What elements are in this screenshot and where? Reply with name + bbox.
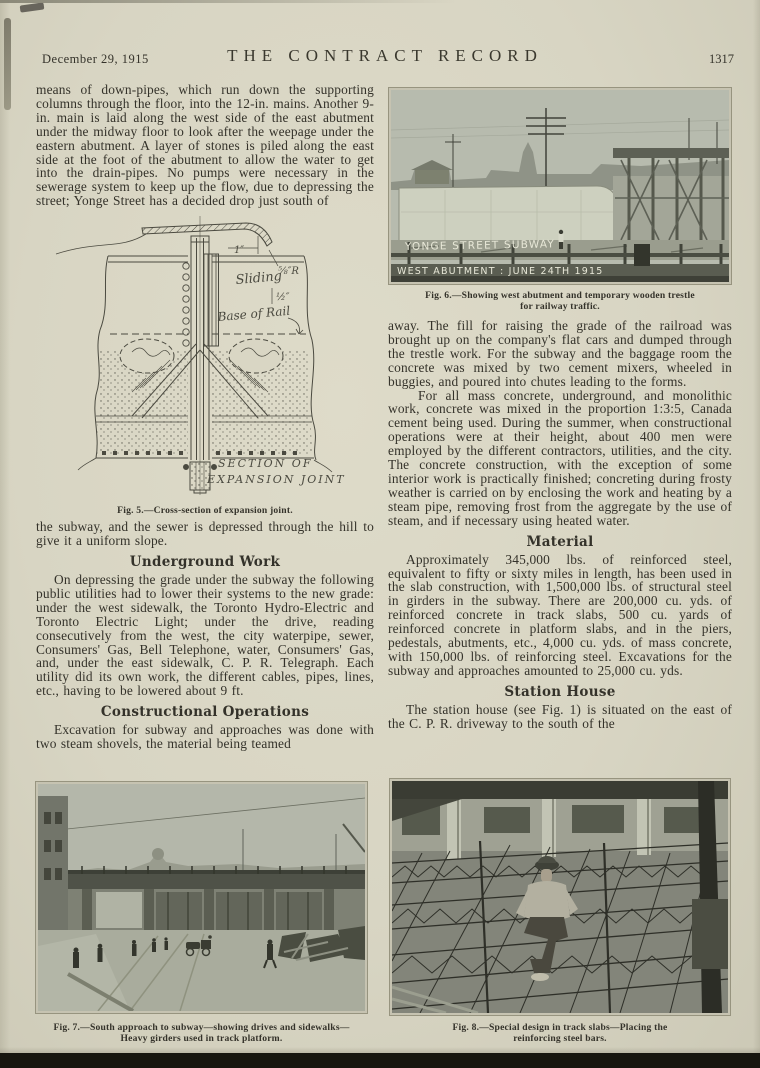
- heading-station-house: Station House: [504, 683, 616, 700]
- scan-right-edge: [753, 0, 760, 1068]
- issue-date: December 29, 1915: [42, 52, 149, 66]
- heading-material: Material: [526, 533, 594, 550]
- fig5-expansion-joint-drawing: [50, 210, 350, 495]
- fig5-label-base-of-rail: Base of Rail: [217, 303, 291, 325]
- fig5-dim-1in: 1″: [234, 245, 245, 257]
- fig6-overlay-line1: YONGE STREET SUBWAY: [404, 238, 556, 253]
- page-header: [36, 46, 734, 68]
- left-column: [36, 83, 374, 751]
- figure-7: [35, 781, 368, 1044]
- paragraph-subway-sewer: the subway, and the sewer is depressed through the hill to give it a uniform slope.: [36, 519, 374, 549]
- scan-bottom-edge: [0, 1053, 760, 1068]
- figure-6: [388, 87, 732, 285]
- fig5-label-sliding: Sliding: [235, 269, 283, 289]
- fig5-section-label-2: EXPANSION JOINT: [207, 473, 346, 487]
- right-column: [388, 87, 732, 731]
- scan-corner-mark: [20, 2, 45, 12]
- paragraph-underground-work: On depressing the grade under the subway the following public utilities had to lower their systems to the new grade: under the west sidewalk, the Toronto Hydro-Electric and Toronto Electric Light; under the drive, reading consecutively from the west, the city waterpipe, sewer, Consumers' Gas, Bell Telephone, water, Consumers' Gas, and, under the east sidewalk, C. P. R. Telegraph. Each utility did its own work, the different cables, pipes, lines, etc., having to be lowered about 9 ft.: [36, 571, 374, 699]
- fig7-caption-line2: Heavy girders used in track platform.: [120, 1033, 283, 1044]
- fig8-caption-line2: reinforcing steel bars.: [513, 1033, 607, 1044]
- heading-underground-work: Underground Work: [129, 553, 281, 570]
- figure-5: [50, 210, 360, 516]
- fig6-overlay-line2: WEST ABUTMENT : JUNE 24TH 1915: [397, 266, 604, 277]
- fig8-caption: [389, 1022, 731, 1044]
- publication-title: THE CONTRACT RECORD: [227, 46, 543, 65]
- fig6-caption: [388, 290, 732, 312]
- fig7-caption-line1: Fig. 7.—South approach to subway—showing drives and sidewalks—: [53, 1022, 350, 1033]
- fig7-caption: [35, 1022, 368, 1044]
- fig7-south-approach-photo: [38, 784, 365, 1011]
- fig5-section-label-1: SECTION OF: [218, 457, 313, 471]
- figure-8: [389, 778, 731, 1044]
- paragraph-constructional: Excavation for subway and approaches was done with two steam shovels, the material being teamed: [36, 722, 374, 752]
- page-number: 1317: [709, 52, 734, 66]
- scan-top-edge: [0, 0, 456, 3]
- paragraph-fill: away. The fill for raising the grade of the railroad was brought up on the company's flat cars and dumped through the trestle work. For the subway and the baggage room the concrete was mixed by two cement mixers, wheeled in buggies, and poured into chutes leading to the forms.: [388, 318, 732, 389]
- fig5-dim-radius: ⅝″R: [278, 266, 299, 278]
- scan-edge-blotch: [4, 18, 11, 110]
- paragraph-material: Approximately 345,000 lbs. of reinforced steel, equivalent to fifty or sixty miles in length, has been used in the slab construction, with 1,500,000 lbs. of structural steel in girders in the subway. There are 200,000 cu. yds. of reinforced concrete in track slabs, 500 cu. yards of reinforced concrete in platform slabs, and in the piers, pedestals, abutments, etc., 4,000 cu. yds. of mass concrete, with 150,000 lbs. of reinforcing steel. Excavations for the subway and approaches amounted to 25,000 cu. yds.: [388, 551, 732, 678]
- paragraph-downpipes: means of down-pipes, which run down the supporting columns through the floor, into the 12-in. mains. Another 9-in. main is laid along the west side of the east abutment under the midway floor to look after the weepage under the eastern abutment. A layer of stones is piled along the east side at the foot of the abutment to allow the water to get into the drain-pipes. No pumps were necessary in the sewerage system to keep up the flow, due to depressing the street; Yonge Street has a decided drop just south of: [36, 82, 374, 209]
- paragraph-station-house: The station house (see Fig. 1) is situated on the east of the C. P. R. driveway to the south of the: [388, 701, 732, 731]
- fig5-dim-half: ½″: [276, 292, 290, 304]
- fig8-track-slab-photo: [392, 781, 728, 1013]
- scan-left-edge: [0, 0, 10, 1068]
- paragraph-mass-concrete: For all mass concrete, underground, and monolithic work, concrete was mixed in the proportion 1:3:5, Canada cement being used. During the summer, when constructional operations were at their height, about 400 men were employed by the different contractors, utilities, and the city. The concrete construction, with the exception of some interior work is practically finished; concreting during frosty weather is carried on by enclosing the work and heating by a steam pipe, removing frost from the aggregate by the use of steam, and if necessary using heated water.: [388, 387, 732, 528]
- fig8-caption-line1: Fig. 8.—Special design in track slabs—Placing the: [452, 1022, 668, 1033]
- fig6-caption-line2: for railway traffic.: [520, 301, 600, 312]
- heading-constructional-operations: Constructional Operations: [100, 704, 310, 721]
- fig5-caption: Fig. 5.—Cross-section of expansion joint.: [117, 505, 293, 517]
- fig6-caption-line1: Fig. 6.—Showing west abutment and temporary wooden trestle: [425, 290, 695, 301]
- fig6-west-abutment-photo: [391, 90, 729, 282]
